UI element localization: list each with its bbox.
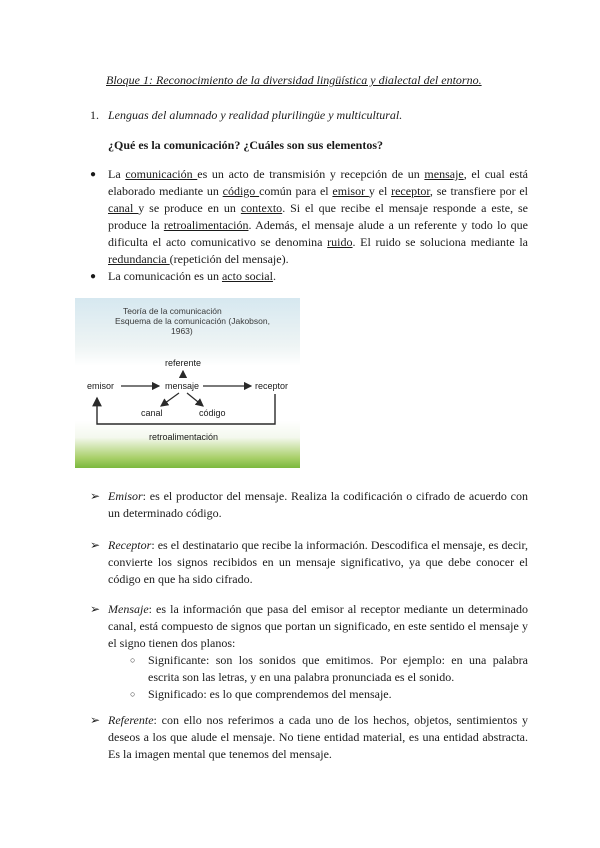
term-ruido: ruido (327, 235, 353, 249)
arrow-bullet-icon: ➢ (90, 602, 101, 616)
definition-referente (90, 712, 528, 763)
definition-term: Referente (108, 713, 154, 727)
term-retroalimentacion: retroalimentación (163, 218, 249, 232)
diagram-label-codigo: código (199, 408, 226, 418)
text-run: La (108, 167, 126, 181)
sub-item-significado (130, 686, 528, 703)
term-emisor: emisor (332, 184, 369, 198)
definition-mensaje (90, 601, 528, 703)
definition-term: Mensaje (108, 602, 149, 616)
definition-text: : es el destinatario que recibe la información. Descodifica el mensaje, es decir, convierte los signos recibidos en un mensaje significativo, ya que debe conocer el código en que ha sido cifrado. (108, 538, 528, 586)
diagram-label-canal: canal (141, 408, 163, 418)
text-run: (repetición del mensaje). (169, 252, 289, 266)
diagram-label-receptor: receptor (255, 381, 289, 391)
page-title: Bloque 1: Reconocimiento de la diversidad lingüística y dialectal del entorno. (106, 73, 482, 87)
arrow-bullet-icon: ➢ (90, 713, 101, 727)
diagram-title-line2: Esquema de la comunicación (Jakobson, (115, 316, 270, 326)
bullet-list (90, 166, 528, 285)
term-contexto: contexto (240, 201, 283, 215)
circle-bullet-icon: ○ (130, 689, 136, 699)
term-comunicacion: comunicación (125, 167, 198, 181)
definition-term: Emisor (108, 489, 143, 503)
diagram-arrow-canal (161, 393, 179, 406)
sub-item-significante (130, 652, 528, 686)
diagram-label-referente: referente (165, 358, 202, 368)
term-mensaje: mensaje (424, 167, 464, 181)
definition-emisor (90, 488, 528, 522)
text-run: común para el (259, 184, 333, 198)
diagram-feedback-loop (97, 394, 275, 424)
definition-term: Receptor (108, 538, 152, 552)
diagram-label-mensaje: mensaje (165, 381, 200, 391)
term-acto-social: acto social (221, 269, 273, 283)
text-run: La comunicación es un (108, 269, 222, 283)
term-receptor: receptor (391, 184, 430, 198)
term-codigo: código (222, 184, 260, 198)
text-run: es un acto de transmisión y recepción de un (197, 167, 425, 181)
text-run: . Además, el mensaje alude a un referente y todo lo que dificulta el acto comunicativo se denomina (108, 218, 528, 249)
arrow-bullet-icon: ➢ (90, 538, 101, 552)
text-run: y se produce en un (138, 201, 241, 215)
definition-text: : con ello nos referimos a cada uno de los hechos, objetos, sentimientos y deseos a los que alude el mensaje. No tiene entidad material, es una entidad abstracta. Es la imagen mental que tenemos del mensaje. (108, 713, 528, 761)
sub-item-text: Significante: son los sonidos que emitimos. Por ejemplo: en una palabra escrita son las letras, y en una palabra pronunciada es el sonido. (148, 653, 528, 684)
diagram-title-line1: Teoría de la comunicación (123, 306, 222, 316)
arrow-bullet-icon: ➢ (90, 489, 101, 503)
definition-receptor (90, 537, 528, 588)
sub-list (90, 652, 528, 703)
bullet-item-communication (90, 166, 528, 268)
sub-item-text: Significado: es lo que comprendemos del mensaje. (148, 687, 392, 701)
definition-text: : es la información que pasa del emisor al receptor mediante un determinado canal, está compuesto de signos que portan un significado, en este sentido el mensaje y el signo tienen dos planos: (108, 602, 528, 650)
text-run: . El ruido se soluciona mediante la (352, 235, 529, 249)
term-redundancia: redundancia (108, 252, 170, 266)
diagram-label-emisor: emisor (87, 381, 115, 391)
bullet-icon: ● (90, 271, 97, 282)
section-number: 1. (90, 108, 99, 122)
communication-diagram (75, 298, 300, 468)
diagram-label-retroalimentacion: retroalimentación (149, 432, 219, 442)
section-title: Lenguas del alumnado y realidad plurilingüe y multicultural. (108, 108, 403, 122)
circle-bullet-icon: ○ (130, 655, 136, 665)
diagram-arrow-codigo (187, 393, 203, 406)
text-run: . Si el que recibe el mensaje responde a este, se produce la (108, 201, 529, 232)
text-run: , se transfiere por el (429, 184, 528, 198)
text-run: y el (368, 184, 392, 198)
term-canal: canal (108, 201, 139, 215)
section-heading (90, 107, 402, 124)
definition-text: : es el productor del mensaje. Realiza la codificación o cifrado de acuerdo con un determinado código. (108, 489, 528, 520)
text-run: , el cual está elaborado mediante un (108, 167, 528, 198)
text-run: . (272, 269, 276, 283)
bullet-item-social-act (90, 268, 528, 285)
bullet-icon: ● (90, 169, 97, 180)
question-heading: ¿Qué es la comunicación? ¿Cuáles son sus elementos? (108, 138, 384, 152)
diagram-title-line3: 1963) (171, 326, 193, 336)
